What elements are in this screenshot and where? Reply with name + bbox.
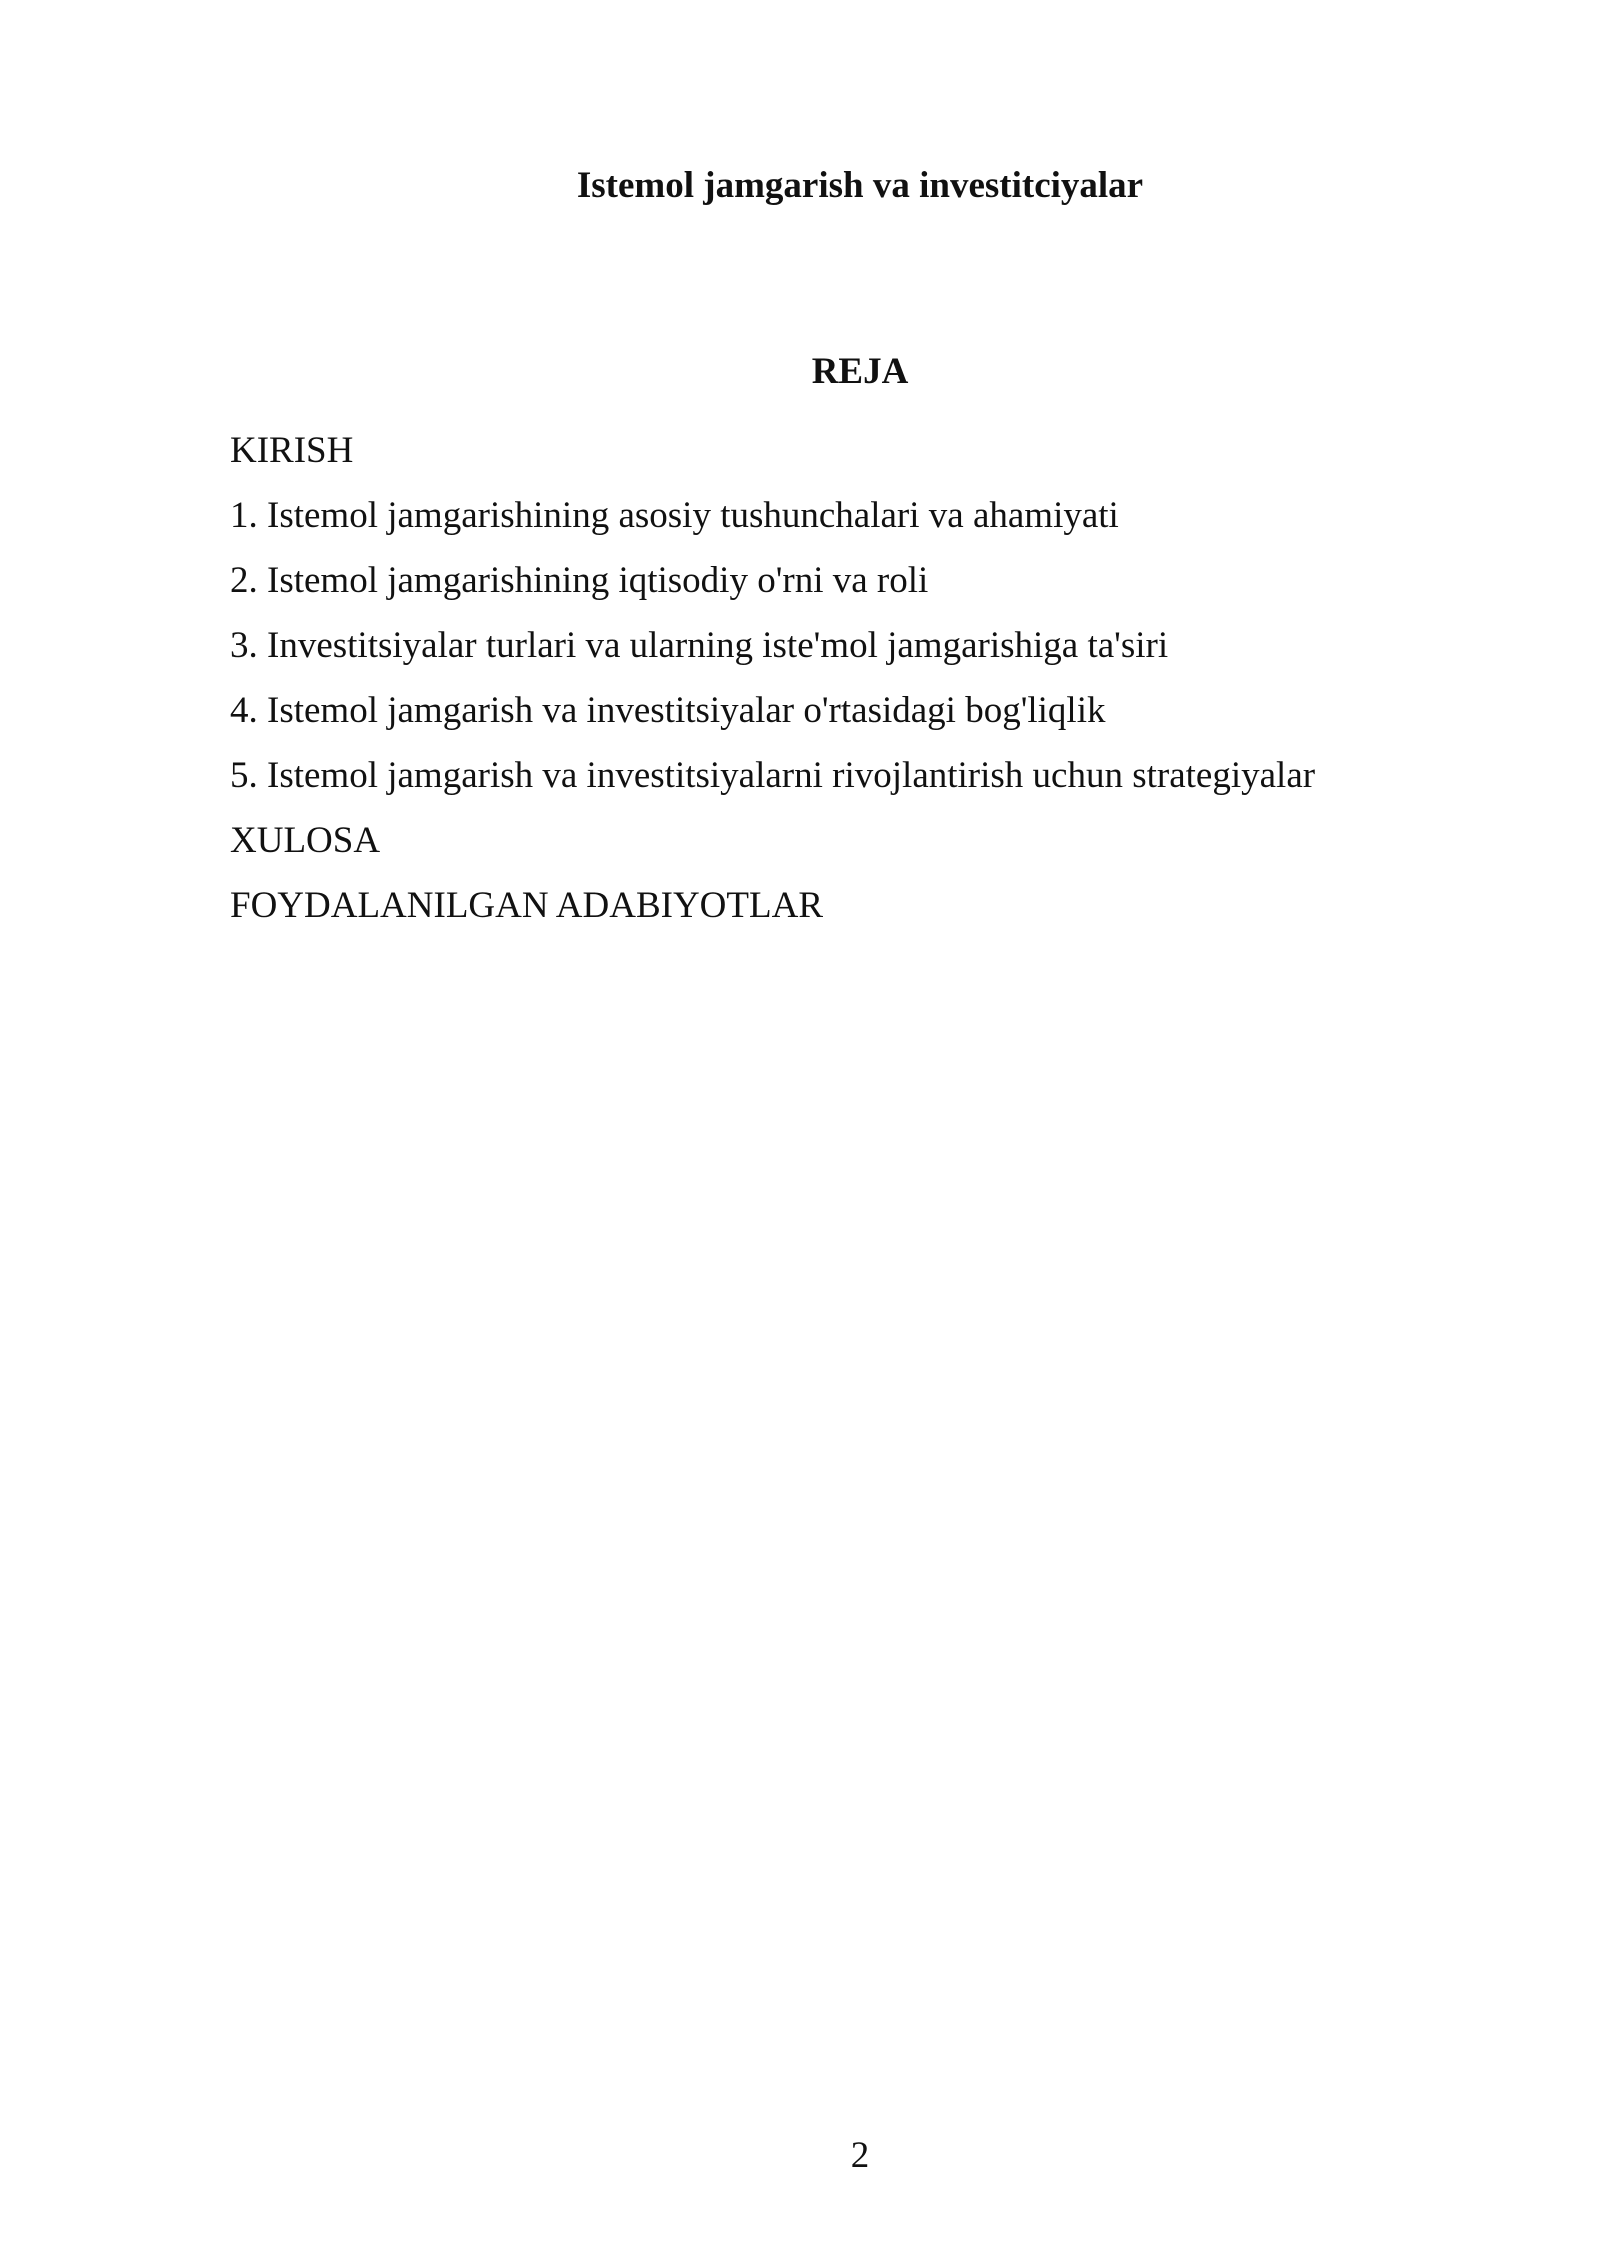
contents-item-1: 1. Istemol jamgarishining asosiy tushunchalari va ahamiyati bbox=[230, 495, 1119, 536]
contents-item-4: 4. Istemol jamgarish va investitsiyalar o'rtasidagi bog'liqlik bbox=[230, 690, 1106, 731]
contents-item-2: 2. Istemol jamgarishining iqtisodiy o'rni va roli bbox=[230, 560, 929, 601]
table-of-contents bbox=[230, 418, 1490, 938]
contents-item-3: 3. Investitsiyalar turlari va ularning iste'mol jamgarishiga ta'siri bbox=[230, 625, 1169, 666]
contents-item-references: FOYDALANILGAN ADABIYOTLAR bbox=[230, 885, 823, 926]
plan-heading: REJA bbox=[811, 351, 909, 392]
contents-item-conclusion: XULOSA bbox=[230, 820, 381, 861]
contents-item-introduction: KIRISH bbox=[230, 430, 354, 471]
page-number: 2 bbox=[850, 2135, 870, 2176]
contents-item-5: 5. Istemol jamgarish va investitsiyalarni rivojlantirish uchun strategiyalar bbox=[230, 755, 1316, 796]
document-title: Istemol jamgarish va investitciyalar bbox=[576, 165, 1144, 206]
